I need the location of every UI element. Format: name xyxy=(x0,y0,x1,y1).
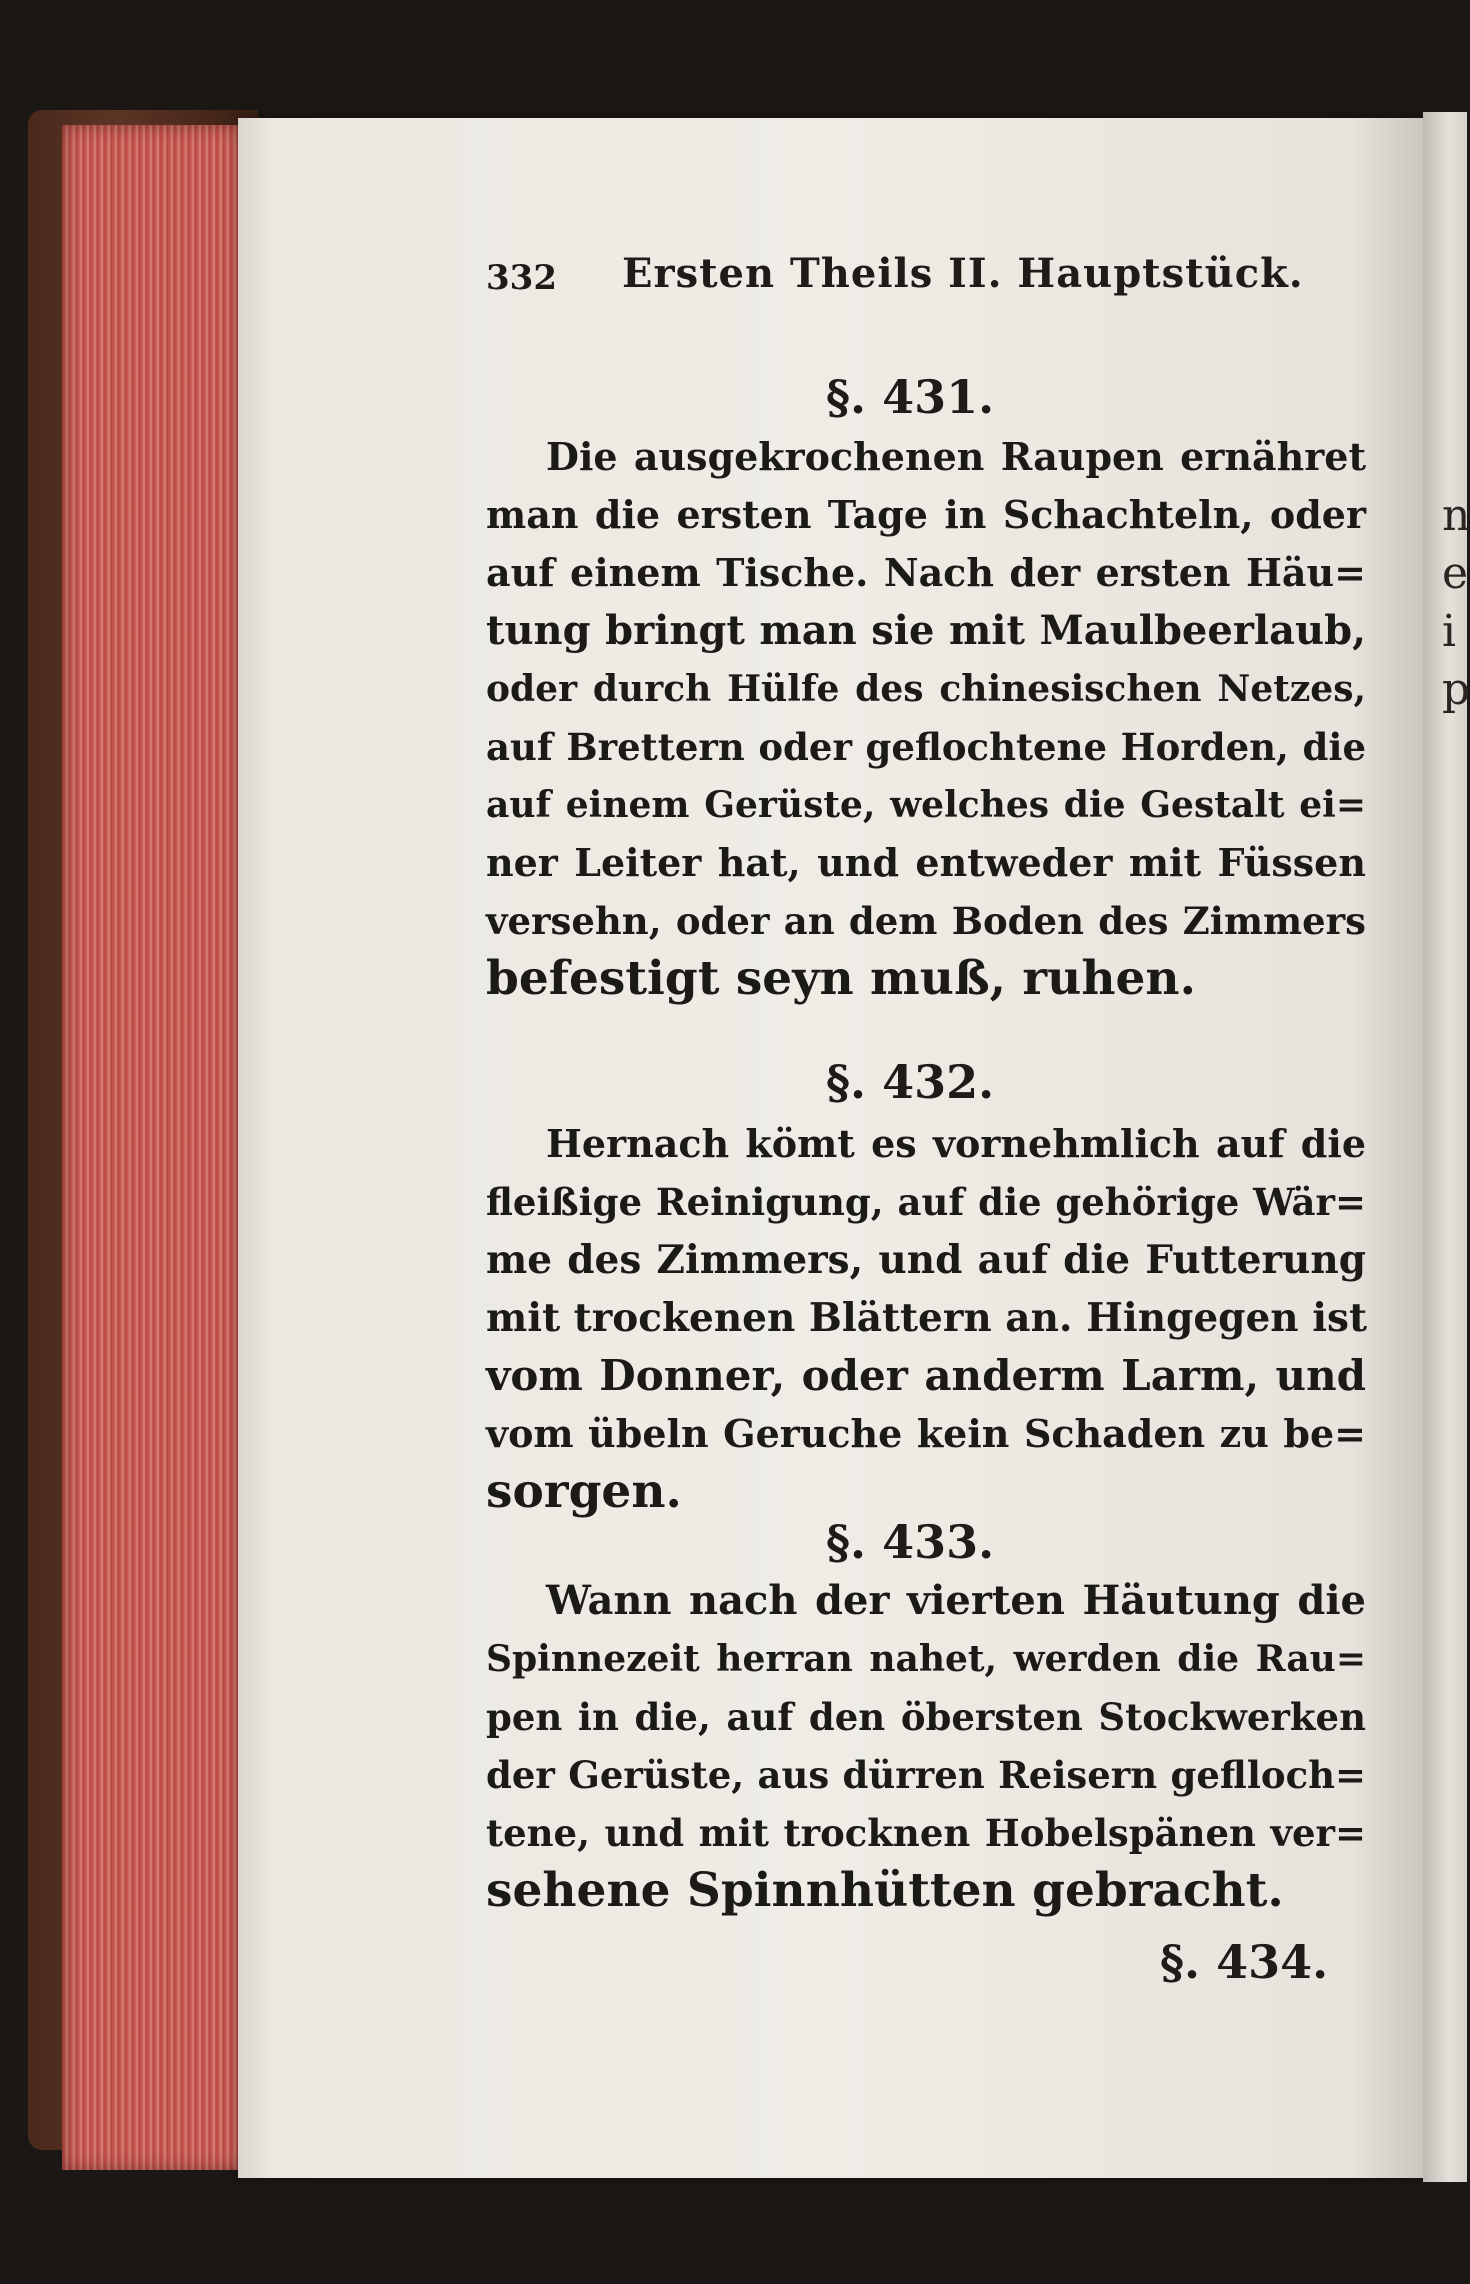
facing-page-letter: i xyxy=(1442,606,1457,657)
page-number: 332 xyxy=(486,258,557,298)
facing-page-letter: p xyxy=(1442,664,1470,715)
text-line: Spinnezeit herran nahet, werden die Rau= xyxy=(486,1638,1366,1680)
text-line: versehn, oder an dem Boden des Zimmers xyxy=(486,899,1366,943)
paragraph xyxy=(486,428,1366,1008)
text-line: Die ausgekrochenen Raupen ernähret xyxy=(546,434,1366,479)
text-line: pen in die, auf den öbersten Stockwerken xyxy=(486,1695,1366,1739)
text-line: sehene Spinnhütten gebracht. xyxy=(486,1863,1284,1918)
running-title: Ersten Theils II. Hauptstück. xyxy=(622,250,1304,297)
text-line: tung bringt man sie mit Maulbeerlaub, xyxy=(486,607,1366,654)
text-line: me des Zimmers, und auf die Futterung xyxy=(486,1237,1366,1283)
text-line: Wann nach der vierten Häutung die xyxy=(546,1577,1366,1624)
text-line: auf Brettern oder geflochtene Horden, die xyxy=(486,725,1366,769)
text-line: sorgen. xyxy=(486,1464,682,1519)
text-line: vom Donner, oder anderm Larm, und xyxy=(486,1351,1366,1400)
text-line: fleißige Reinigung, auf die gehörige Wär= xyxy=(486,1180,1366,1224)
text-line: man die ersten Tage in Schachteln, oder xyxy=(486,492,1366,537)
section-number: §. 431. xyxy=(826,370,995,424)
text-line: mit trockenen Blättern an. Hingegen ist xyxy=(486,1295,1367,1341)
text-line: auf einem Tische. Nach der ersten Häu= xyxy=(486,550,1366,595)
text-line: Hernach kömt es vornehmlich auf die xyxy=(546,1121,1366,1166)
paragraph xyxy=(486,1572,1366,1920)
text-line: befestigt seyn muß, ruhen. xyxy=(486,951,1196,1006)
paragraph xyxy=(486,1115,1366,1521)
text-line: ner Leiter hat, und entweder mit Füssen xyxy=(486,840,1366,885)
facing-page-letter: e xyxy=(1442,548,1469,599)
section-number: §. 432. xyxy=(826,1055,995,1109)
catchword: §. 434. xyxy=(1160,1935,1329,1989)
text-line: der Gerüste, aus dürren Reisern geflloch= xyxy=(486,1753,1366,1797)
text-line: vom übeln Geruche kein Schaden zu be= xyxy=(486,1411,1366,1456)
text-line: oder durch Hülfe des chinesischen Netzes, xyxy=(486,668,1366,710)
facing-page-letter: n xyxy=(1442,490,1470,541)
facing-page-edge xyxy=(1423,112,1467,2182)
text-line: auf einem Gerüste, welches die Gestalt ei= xyxy=(486,784,1366,826)
text-line: tene, und mit trocknen Hobelspänen ver= xyxy=(486,1811,1366,1855)
section-number: §. 433. xyxy=(826,1515,995,1569)
running-header xyxy=(486,250,1366,310)
